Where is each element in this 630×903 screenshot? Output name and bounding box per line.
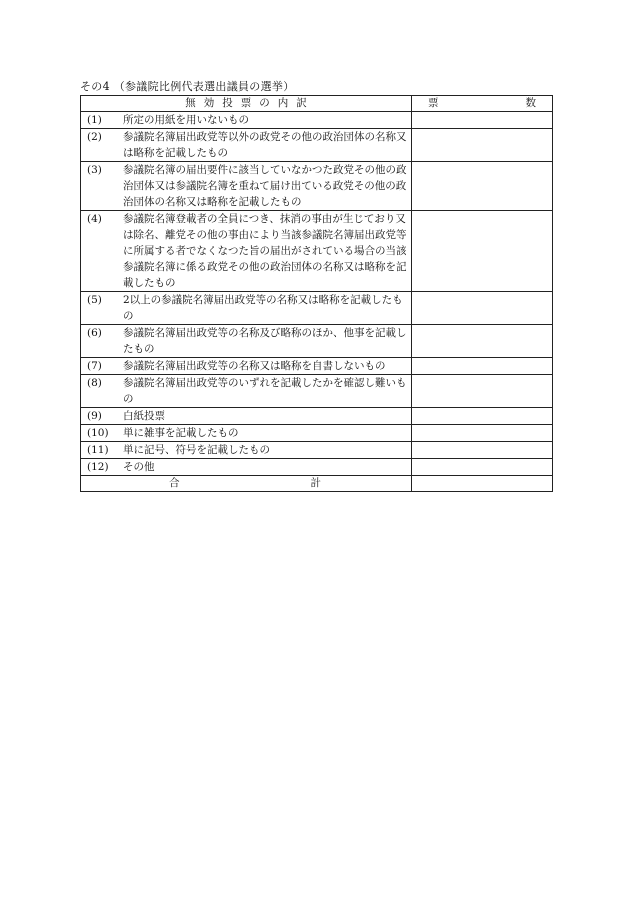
row-number: (1) <box>87 114 102 126</box>
total-char: 計 <box>310 477 321 489</box>
vote-count-cell[interactable] <box>412 325 553 358</box>
total-vote-count-cell[interactable] <box>412 476 553 492</box>
header-char: の <box>259 97 270 109</box>
row-number: (10) <box>87 427 109 439</box>
row-text: 参議院名簿届出政党等の名称又は略称を自書しないもの <box>123 360 386 372</box>
table-row <box>81 112 553 129</box>
row-text: 所定の用紙を用いないもの <box>123 114 249 126</box>
invalid-votes-table <box>80 95 553 492</box>
row-number: (9) <box>87 410 102 422</box>
row-number: (12) <box>87 461 109 473</box>
header-char: 訳 <box>296 97 307 109</box>
row-item <box>81 408 412 425</box>
row-number: (5) <box>87 294 102 306</box>
header-char: 票 <box>240 97 252 109</box>
table-row <box>81 211 553 292</box>
table-row <box>81 425 553 442</box>
row-item <box>81 129 412 162</box>
row-item <box>81 425 412 442</box>
row-item <box>81 358 412 375</box>
table-row <box>81 292 553 325</box>
table-row <box>81 162 553 211</box>
total-row <box>81 476 553 492</box>
vote-count-cell[interactable] <box>412 459 553 476</box>
header-char: 投 <box>222 97 233 109</box>
vote-count-cell[interactable] <box>412 162 553 211</box>
row-item <box>81 325 412 358</box>
vote-count-cell[interactable] <box>412 112 553 129</box>
row-item <box>81 112 412 129</box>
row-item <box>81 442 412 459</box>
row-text: 単に雑事を記載したもの <box>123 427 239 439</box>
row-text: 2以上の参議院名簿届出政党等の名称又は略称を記載したもの <box>123 294 403 322</box>
vote-count-cell[interactable] <box>412 375 553 408</box>
row-number: (11) <box>87 444 109 456</box>
table-row <box>81 408 553 425</box>
row-number: (3) <box>87 164 102 176</box>
row-text: 単に記号、符号を記載したもの <box>123 444 270 456</box>
table-row <box>81 129 553 162</box>
row-text: 参議院名簿登載者の全員につき、抹消の事由が生じており又は除名、離党その他の事由により当該参議院名簿届出政党等に所属する者でなくなつた旨の届出がされている場合の当該参議院名簿に係る政党その他の政治団体の名称又は略称を記載したもの <box>123 213 407 289</box>
vote-count-cell[interactable] <box>412 442 553 459</box>
page-title: その4 （参議院比例代表選出議員の選挙） <box>80 80 295 93</box>
row-text: 白紙投票 <box>123 410 165 422</box>
header-char: 効 <box>203 97 215 109</box>
vote-count-cell[interactable] <box>412 408 553 425</box>
header-char: 数 <box>525 97 536 109</box>
total-label-cell <box>81 476 412 492</box>
vote-count-cell[interactable] <box>412 129 553 162</box>
vote-count-cell[interactable] <box>412 358 553 375</box>
table-row <box>81 325 553 358</box>
row-text: 参議院名簿届出政党等以外の政党その他の政治団体の名称又は略称を記載したもの <box>123 131 407 159</box>
table-header-row <box>81 96 553 112</box>
row-item <box>81 162 412 211</box>
vote-count-cell[interactable] <box>412 292 553 325</box>
vote-count-cell[interactable] <box>412 211 553 292</box>
row-text: その他 <box>123 461 155 473</box>
table-row <box>81 358 553 375</box>
row-item <box>81 211 412 292</box>
table-row <box>81 459 553 476</box>
row-number: (7) <box>87 360 102 372</box>
table-row <box>81 375 553 408</box>
row-text: 参議院名簿届出政党等の名称及び略称のほか、他事を記載したもの <box>123 327 407 355</box>
header-char: 無 <box>185 97 196 109</box>
header-breakdown <box>81 96 412 112</box>
row-number: (4) <box>87 213 102 225</box>
row-text: 参議院名簿の届出要件に該当していなかつた政党その他の政治団体又は参議院名簿を重ねて届け出ている政党その他の政治団体の名称又は略称を記載したもの <box>123 164 407 208</box>
header-vote-count <box>412 96 553 112</box>
row-item <box>81 459 412 476</box>
row-number: (6) <box>87 327 102 339</box>
row-number: (8) <box>87 377 102 389</box>
vote-count-cell[interactable] <box>412 425 553 442</box>
row-item <box>81 292 412 325</box>
total-char: 合 <box>169 477 180 489</box>
header-char: 内 <box>277 97 289 109</box>
row-text: 参議院名簿届出政党等のいずれを記載したかを確認し難いもの <box>123 377 407 405</box>
header-char: 票 <box>428 97 439 109</box>
table-row <box>81 442 553 459</box>
row-item <box>81 375 412 408</box>
row-number: (2) <box>87 131 102 143</box>
